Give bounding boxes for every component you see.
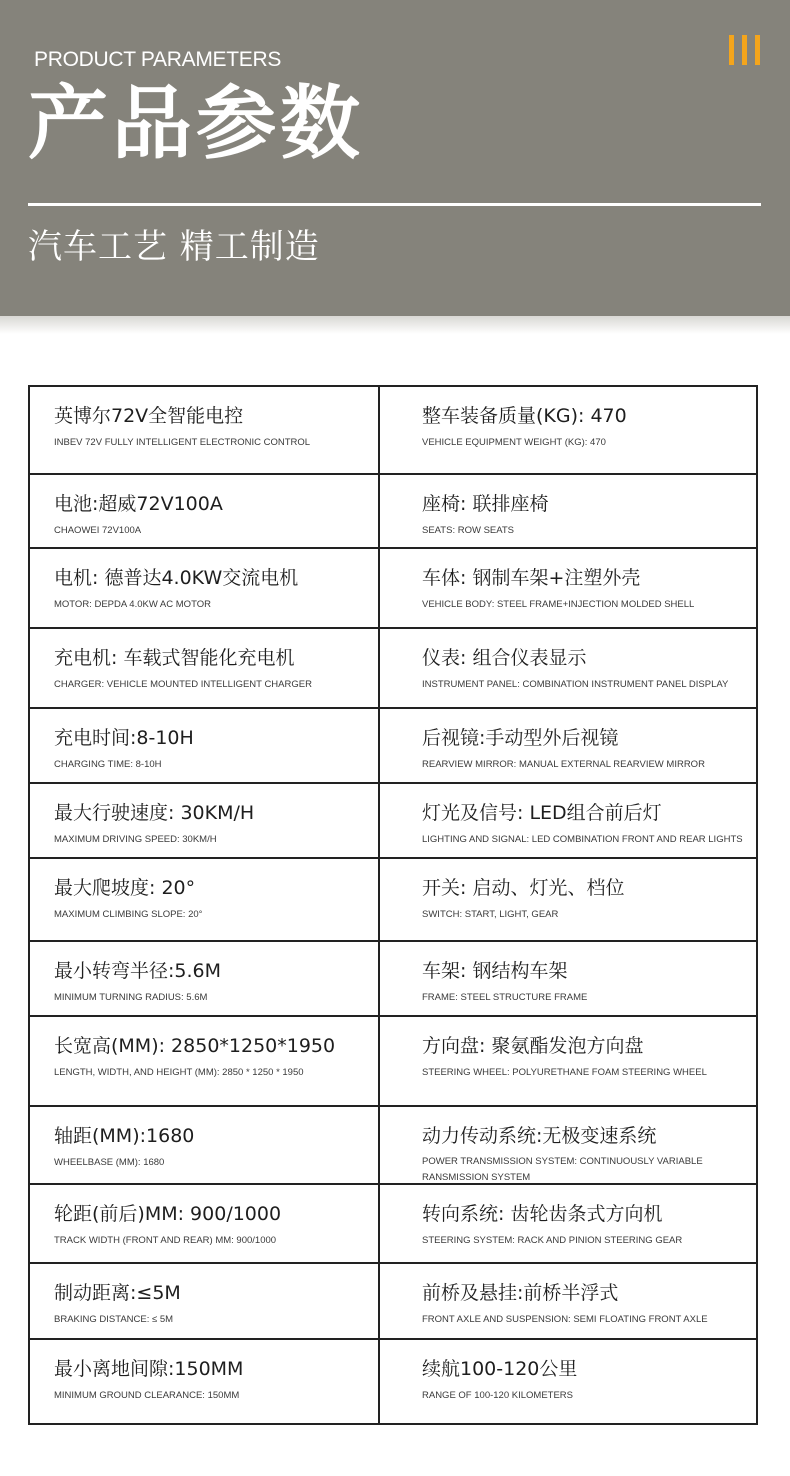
spec-label-en: LIGHTING AND SIGNAL: LED COMBINATION FRONT AND REAR LIGHTS — [422, 834, 743, 845]
spec-label-en: INSTRUMENT PANEL: COMBINATION INSTRUMENT PANEL DISPLAY — [422, 679, 729, 690]
spec-cell-left — [30, 1264, 380, 1338]
table-row — [30, 387, 756, 475]
spec-cell-right — [380, 475, 756, 547]
spec-label-zh: 座椅: 联排座椅 — [422, 493, 549, 515]
spec-cell-left — [30, 784, 380, 857]
spec-cell-right — [380, 1107, 756, 1183]
spec-cell-right — [380, 387, 756, 473]
spec-label-zh: 开关: 启动、灯光、档位 — [422, 877, 625, 899]
spec-cell-right — [380, 784, 756, 857]
spec-cell-right — [380, 1264, 756, 1338]
spec-label-en: BRAKING DISTANCE: ≤ 5M — [54, 1314, 174, 1325]
spec-label-en: STEERING SYSTEM: RACK AND PINION STEERING GEAR — [422, 1235, 683, 1246]
spec-cell-left — [30, 387, 380, 473]
header-banner — [0, 0, 790, 316]
spec-label-zh: 方向盘: 聚氨酯发泡方向盘 — [422, 1035, 644, 1057]
spec-label-zh: 仪表: 组合仪表显示 — [422, 647, 587, 669]
spec-label-zh: 最大行驶速度: 30KM/H — [54, 802, 255, 824]
spec-label-en: REARVIEW MIRROR: MANUAL EXTERNAL REARVIEW MIRROR — [422, 759, 705, 770]
spec-label-en: CHARGING TIME: 8-10H — [54, 759, 162, 770]
spec-label-en: INBEV 72V FULLY INTELLIGENT ELECTRONIC CONTROL — [54, 437, 311, 448]
spec-label-zh: 整车装备质量(KG): 470 — [422, 405, 627, 427]
spec-cell-left — [30, 1185, 380, 1262]
spec-table — [28, 385, 758, 1425]
spec-cell-left — [30, 475, 380, 547]
spec-label-en: STEERING WHEEL: POLYURETHANE FOAM STEERING WHEEL — [422, 1067, 707, 1078]
spec-cell-left — [30, 1107, 380, 1183]
spec-label-en: VEHICLE EQUIPMENT WEIGHT (KG): 470 — [422, 437, 606, 448]
spec-cell-left — [30, 859, 380, 940]
spec-label-en: WHEELBASE (MM): 1680 — [54, 1157, 165, 1168]
table-row — [30, 784, 756, 859]
table-row — [30, 1107, 756, 1185]
spec-label-zh: 电机: 德普达4.0KW交流电机 — [54, 567, 299, 589]
spec-label-en: MINIMUM GROUND CLEARANCE: 150MM — [54, 1390, 240, 1401]
spec-label-zh: 充电时间:8-10H — [54, 727, 194, 749]
spec-label-en: SWITCH: START, LIGHT, GEAR — [422, 909, 559, 920]
spec-label-zh: 动力传动系统:无极变速系统 — [422, 1125, 657, 1147]
spec-label-zh: 最大爬坡度: 20° — [54, 877, 196, 899]
table-row — [30, 1264, 756, 1340]
spec-label-en: MINIMUM TURNING RADIUS: 5.6M — [54, 992, 208, 1003]
chinese-subtitle: 汽车工艺 精工制造 — [28, 227, 320, 267]
spec-label-zh: 长宽高(MM): 2850*1250*1950 — [54, 1035, 336, 1057]
table-row — [30, 629, 756, 709]
spec-cell-left — [30, 942, 380, 1015]
spec-cell-right — [380, 942, 756, 1015]
spec-label-zh: 灯光及信号: LED组合前后灯 — [422, 802, 662, 824]
spec-label-en: FRAME: STEEL STRUCTURE FRAME — [422, 992, 588, 1003]
spec-label-zh: 车架: 钢结构车架 — [422, 960, 568, 982]
spec-label-zh: 轮距(前后)MM: 900/1000 — [54, 1203, 282, 1225]
spec-label-en: CHAOWEI 72V100A — [54, 525, 142, 536]
spec-cell-right — [380, 549, 756, 627]
table-row — [30, 475, 756, 549]
spec-cell-right — [380, 1340, 756, 1423]
spec-label-en: TRACK WIDTH (FRONT AND REAR) MM: 900/1000 — [54, 1235, 277, 1246]
table-row — [30, 859, 756, 942]
spec-label-en: RANGE OF 100-120 KILOMETERS — [422, 1390, 573, 1401]
banner-shadow — [0, 316, 790, 334]
spec-label-en: FRONT AXLE AND SUSPENSION: SEMI FLOATING FRONT AXLE — [422, 1314, 708, 1325]
spec-label-en: MAXIMUM CLIMBING SLOPE: 20° — [54, 909, 203, 920]
table-row — [30, 549, 756, 629]
spec-cell-right — [380, 1185, 756, 1262]
chinese-title: 产品参数 — [28, 77, 364, 170]
spec-label-en: CHARGER: VEHICLE MOUNTED INTELLIGENT CHARGER — [54, 679, 312, 690]
spec-label-en: MAXIMUM DRIVING SPEED: 30KM/H — [54, 834, 217, 845]
spec-label-en: MOTOR: DEPDA 4.0KW AC MOTOR — [54, 599, 211, 610]
spec-label-zh: 转向系统: 齿轮齿条式方向机 — [422, 1203, 663, 1225]
spec-cell-right — [380, 629, 756, 707]
spec-label-zh: 续航100-120公里 — [422, 1358, 578, 1380]
table-row — [30, 1185, 756, 1264]
english-title: PRODUCT PARAMETERS — [34, 48, 282, 71]
spec-cell-right — [380, 1017, 756, 1105]
spec-label-zh: 后视镜:手动型外后视镜 — [422, 727, 619, 749]
spec-label-zh: 充电机: 车载式智能化充电机 — [54, 647, 295, 669]
spec-cell-right — [380, 709, 756, 782]
spec-label-zh: 制动距离:≤5M — [54, 1282, 181, 1304]
spec-label-zh: 前桥及悬挂:前桥半浮式 — [422, 1282, 619, 1304]
spec-label-zh: 车体: 钢制车架+注塑外壳 — [422, 567, 641, 589]
spec-label-en: LENGTH, WIDTH, AND HEIGHT (MM): 2850 * 1250 * 1950 — [54, 1067, 304, 1078]
spec-label-zh: 电池:超威72V100A — [54, 493, 223, 515]
spec-label-en: SEATS: ROW SEATS — [422, 525, 515, 536]
table-row — [30, 709, 756, 784]
spec-cell-left — [30, 1017, 380, 1105]
header-divider — [28, 203, 761, 206]
table-row — [30, 1340, 756, 1423]
decorative-bars-icon — [729, 35, 761, 65]
spec-cell-right — [380, 859, 756, 940]
spec-label-zh: 轴距(MM):1680 — [54, 1125, 195, 1147]
spec-label-en: VEHICLE BODY: STEEL FRAME+INJECTION MOLDED SHELL — [422, 599, 695, 610]
spec-cell-left — [30, 709, 380, 782]
spec-label-en: POWER TRANSMISSION SYSTEM: CONTINUOUSLY VARIABLE RANSMISSION SYSTEM — [422, 1156, 703, 1183]
spec-cell-left — [30, 629, 380, 707]
spec-label-zh: 最小离地间隙:150MM — [54, 1358, 244, 1380]
spec-cell-left — [30, 1340, 380, 1423]
spec-label-zh: 最小转弯半径:5.6M — [54, 960, 222, 982]
spec-label-zh: 英博尔72V全智能电控 — [54, 405, 244, 427]
spec-cell-left — [30, 549, 380, 627]
table-row — [30, 942, 756, 1017]
table-row — [30, 1017, 756, 1107]
